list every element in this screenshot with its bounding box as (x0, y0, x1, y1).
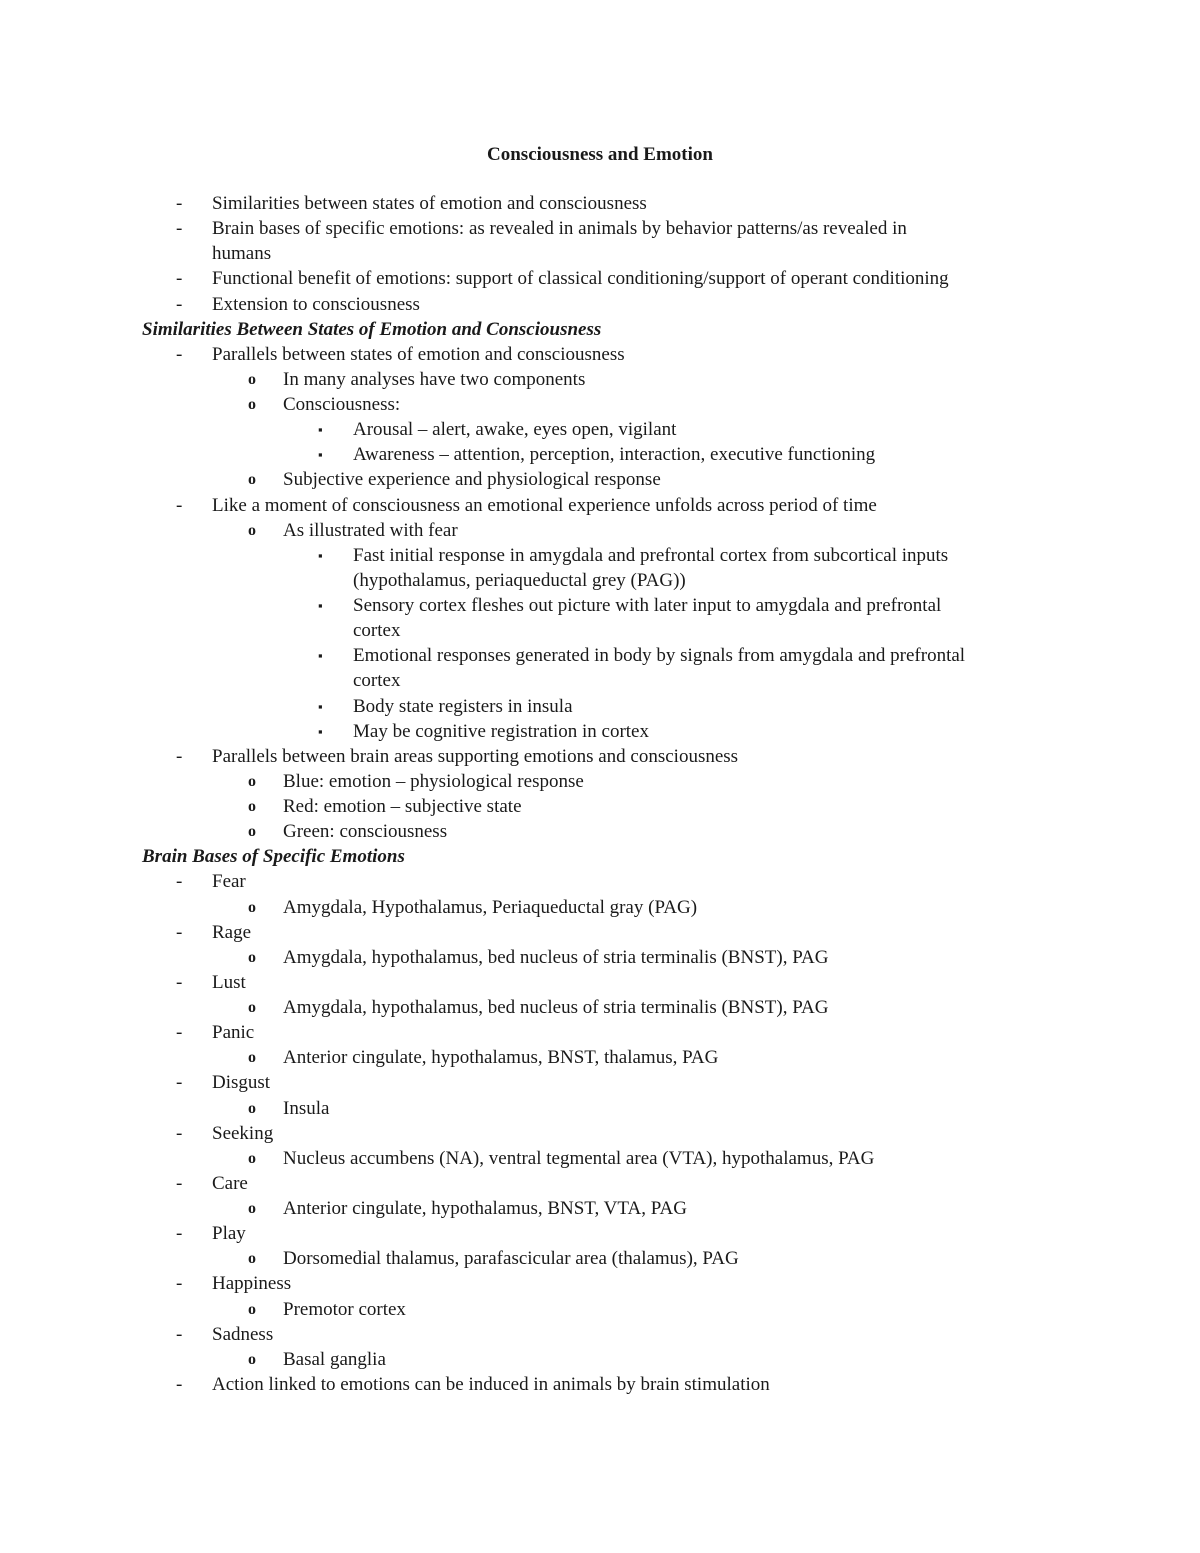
dash-bullet: - (176, 293, 183, 315)
outline-item-level-3 (0, 593, 1200, 618)
outline-item-text: Nucleus accumbens (NA), ventral tegmental area (VTA), hypothalamus, PAG (283, 1147, 875, 1169)
outline-item-level-1 (0, 292, 1200, 317)
outline-item-level-2 (0, 945, 1200, 970)
dash-bullet: - (176, 1273, 183, 1295)
outline-item-level-1 (0, 869, 1200, 894)
outline-item-level-3 (0, 618, 1200, 643)
circle-bullet: o (248, 898, 256, 916)
outline-item-level-3 (0, 417, 1200, 442)
outline-item-text: Parallels between brain areas supporting emotions and consciousness (212, 745, 739, 767)
outline-item-level-2 (0, 1246, 1200, 1271)
outline-item-text: Seeking (212, 1122, 274, 1144)
outline-item-level-1 (0, 216, 1200, 241)
circle-bullet: o (248, 1149, 256, 1167)
square-bullet-icon: ▪ (318, 723, 323, 739)
outline-item-level-2 (0, 794, 1200, 819)
outline-item-text: Lust (212, 971, 246, 993)
outline-body (0, 191, 1200, 1397)
outline-item-level-3 (0, 668, 1200, 693)
outline-item-text: Like a moment of consciousness an emotional experience unfolds across period of time (212, 494, 877, 516)
section-heading (0, 844, 1200, 869)
circle-bullet: o (248, 1300, 256, 1318)
outline-item-text: Subjective experience and physiological response (283, 469, 661, 491)
circle-bullet: o (248, 772, 256, 790)
dash-bullet: - (176, 1172, 183, 1194)
outline-item-level-2 (0, 995, 1200, 1020)
outline-item-text: Extension to consciousness (212, 293, 420, 315)
outline-item-text: Brain bases of specific emotions: as revealed in animals by behavior patterns/as revealed in (212, 218, 907, 240)
outline-item-text: Panic (212, 1022, 255, 1044)
dash-bullet: - (176, 745, 183, 767)
dash-bullet: - (176, 1122, 183, 1144)
square-bullet-icon: ▪ (318, 698, 323, 714)
outline-item-text: Rage (212, 921, 252, 943)
circle-bullet: o (248, 1049, 256, 1067)
circle-bullet: o (248, 1200, 256, 1217)
outline-item-level-2 (0, 1146, 1200, 1171)
outline-item-text: humans (212, 243, 272, 265)
outline-item-text: Emotional responses generated in body by signals from amygdala and prefrontal (353, 645, 966, 667)
outline-item-level-1 (0, 1020, 1200, 1045)
outline-item-text: Blue: emotion – physiological response (283, 770, 584, 792)
dash-bullet: - (176, 268, 183, 290)
outline-item-level-1 (0, 241, 1200, 266)
outline-item-level-3 (0, 694, 1200, 719)
outline-item-text: Body state registers in insula (353, 695, 573, 717)
dash-bullet: - (176, 871, 183, 893)
document-title: Consciousness and Emotion (487, 144, 713, 165)
outline-item-level-2 (0, 367, 1200, 392)
square-bullet-icon: ▪ (318, 447, 323, 463)
outline-item-text: Disgust (212, 1072, 271, 1094)
outline-item-text: Dorsomedial thalamus, parafascicular area (thalamus), PAG (283, 1248, 739, 1270)
outline-item-level-3 (0, 719, 1200, 744)
outline-item-text: cortex (353, 670, 401, 692)
circle-bullet: o (248, 396, 256, 413)
dash-bullet: - (176, 921, 183, 943)
dash-bullet: - (176, 1373, 183, 1395)
section-heading (0, 317, 1200, 342)
circle-bullet: o (248, 948, 256, 966)
outline-item-text: Fear (212, 871, 246, 893)
circle-bullet: o (248, 1250, 256, 1268)
circle-bullet: o (248, 370, 256, 388)
outline-item-text: Care (212, 1172, 248, 1194)
section-heading-text: Brain Bases of Specific Emotions (142, 846, 405, 868)
dash-bullet: - (176, 971, 183, 993)
outline-item-text: May be cognitive registration in cortex (353, 720, 649, 742)
outline-item-level-3 (0, 568, 1200, 593)
outline-item-text: Red: emotion – subjective state (283, 796, 522, 817)
outline-item-level-2 (0, 467, 1200, 492)
outline-item-level-1 (0, 1070, 1200, 1095)
outline-item-text: Amygdala, hypothalamus, bed nucleus of stria terminalis (BNST), PAG (283, 946, 829, 968)
circle-bullet: o (248, 798, 256, 815)
outline-item-level-1 (0, 1271, 1200, 1296)
outline-item-text: Arousal – alert, awake, eyes open, vigilant (353, 419, 677, 441)
circle-bullet: o (248, 1099, 256, 1117)
outline-item-text: Parallels between states of emotion and consciousness (212, 343, 625, 365)
dash-bullet: - (176, 1323, 183, 1345)
square-bullet-icon: ▪ (318, 598, 323, 613)
dash-bullet: - (176, 1072, 183, 1094)
outline-item-text: Green: consciousness (283, 821, 448, 843)
outline-item-level-2 (0, 392, 1200, 417)
circle-bullet: o (248, 521, 256, 539)
outline-item-level-1 (0, 970, 1200, 995)
outline-item-level-2 (0, 1347, 1200, 1372)
outline-item-text: Insula (283, 1097, 330, 1119)
outline-item-text: (hypothalamus, periaqueductal grey (PAG)) (353, 569, 686, 591)
dash-bullet: - (176, 1223, 183, 1245)
outline-item-level-1 (0, 1372, 1200, 1397)
outline-item-level-2 (0, 1196, 1200, 1221)
circle-bullet: o (248, 999, 256, 1016)
section-heading-text: Similarities Between States of Emotion and Consciousness (142, 318, 602, 340)
outline-item-text: Functional benefit of emotions: support of classical conditioning/support of operant conditioning (212, 268, 949, 290)
outline-item-level-1 (0, 191, 1200, 216)
outline-item-level-1 (0, 1221, 1200, 1246)
outline-item-text: In many analyses have two components (283, 368, 586, 390)
outline-item-text: Basal ganglia (283, 1348, 386, 1370)
outline-item-text: Awareness – attention, perception, interaction, executive functioning (353, 444, 876, 466)
outline-item-level-2 (0, 518, 1200, 543)
outline-item-level-3 (0, 442, 1200, 467)
outline-item-text: Sensory cortex fleshes out picture with later input to amygdala and prefrontal (353, 595, 942, 616)
outline-item-text: Action linked to emotions can be induced in animals by brain stimulation (212, 1373, 770, 1395)
outline-item-level-2 (0, 1045, 1200, 1070)
circle-bullet: o (248, 823, 256, 841)
outline-item-level-1 (0, 744, 1200, 769)
outline-item-level-2 (0, 1096, 1200, 1121)
outline-item-text: As illustrated with fear (283, 519, 458, 541)
outline-item-level-2 (0, 819, 1200, 844)
outline-item-text: Consciousness: (283, 394, 401, 415)
outline-item-level-3 (0, 543, 1200, 568)
dash-bullet: - (176, 193, 183, 214)
outline-item-text: Similarities between states of emotion and consciousness (212, 193, 647, 214)
dash-bullet: - (176, 218, 183, 240)
dash-bullet: - (176, 1022, 183, 1044)
square-bullet-icon: ▪ (318, 422, 323, 438)
dash-bullet: - (176, 494, 183, 516)
circle-bullet: o (248, 1350, 256, 1368)
outline-item-level-3 (0, 643, 1200, 668)
outline-item-text: Anterior cingulate, hypothalamus, BNST, VTA, PAG (283, 1198, 687, 1219)
outline-item-level-1 (0, 1121, 1200, 1146)
outline-item-text: Fast initial response in amygdala and prefrontal cortex from subcortical inputs (353, 544, 949, 566)
outline-item-level-2 (0, 769, 1200, 794)
outline-item-text: Anterior cingulate, hypothalamus, BNST, thalamus, PAG (283, 1047, 719, 1069)
outline-item-level-1 (0, 493, 1200, 518)
outline-item-text: cortex (353, 620, 401, 642)
square-bullet-icon: ▪ (318, 648, 323, 664)
square-bullet-icon: ▪ (318, 547, 323, 563)
outline-item-text: Premotor cortex (283, 1298, 406, 1320)
outline-item-level-2 (0, 895, 1200, 920)
outline-item-text: Sadness (212, 1323, 274, 1345)
outline-item-text: Play (212, 1223, 246, 1245)
outline-item-level-2 (0, 1297, 1200, 1322)
outline-item-level-1 (0, 920, 1200, 945)
dash-bullet: - (176, 343, 183, 365)
outline-item-text: Amygdala, hypothalamus, bed nucleus of stria terminalis (BNST), PAG (283, 997, 829, 1018)
outline-item-level-1 (0, 266, 1200, 291)
outline-item-level-1 (0, 1171, 1200, 1196)
outline-item-level-1 (0, 342, 1200, 367)
outline-item-text: Happiness (212, 1273, 292, 1295)
outline-item-level-1 (0, 1322, 1200, 1347)
circle-bullet: o (248, 471, 256, 489)
outline-item-text: Amygdala, Hypothalamus, Periaqueductal gray (PAG) (283, 896, 698, 918)
